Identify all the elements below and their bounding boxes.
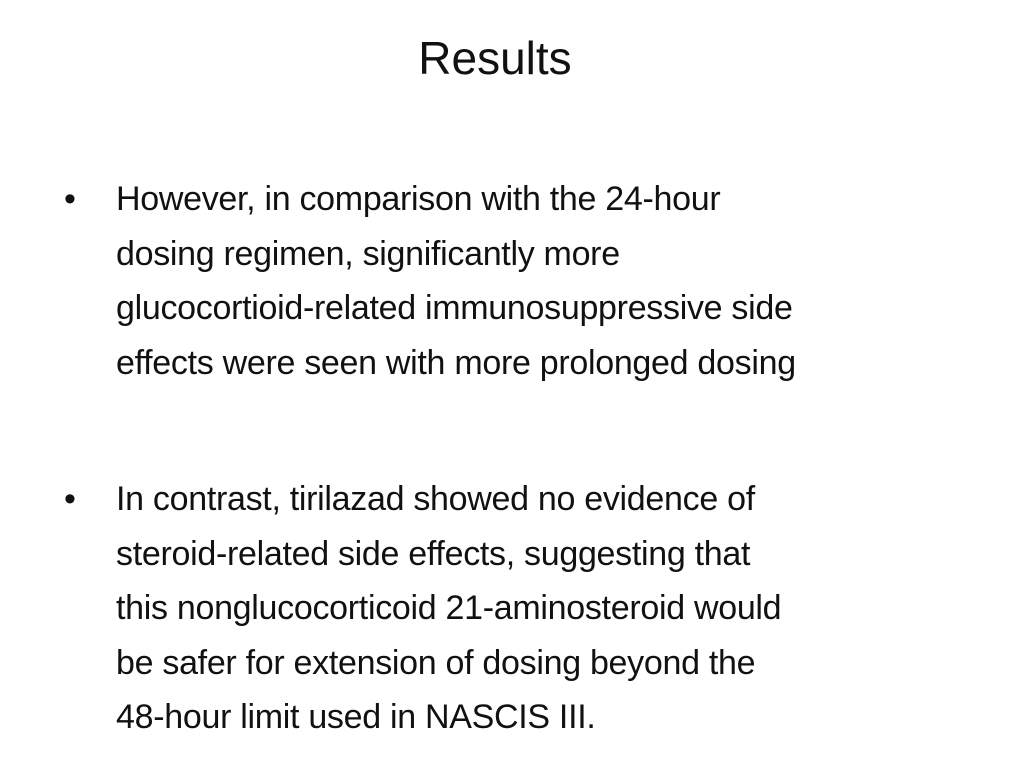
slide-title: Results [418, 32, 572, 84]
bullet-text: In contrast, tirilazad showed no evidence of steroid-related side effects, suggesting that this nonglucocorticoid 21-aminosteroid would be safer for extension of dosing beyond the 48-hour limit used in NASCIS III. [116, 480, 782, 736]
bullet-text: However, in comparison with the 24-hour dosing regimen, significantly more glucocortioid-related immunosuppressive side effects were seen with more prolonged dosing [116, 180, 796, 382]
bullet-marker: • [64, 480, 76, 518]
bullet-marker: • [64, 180, 76, 218]
